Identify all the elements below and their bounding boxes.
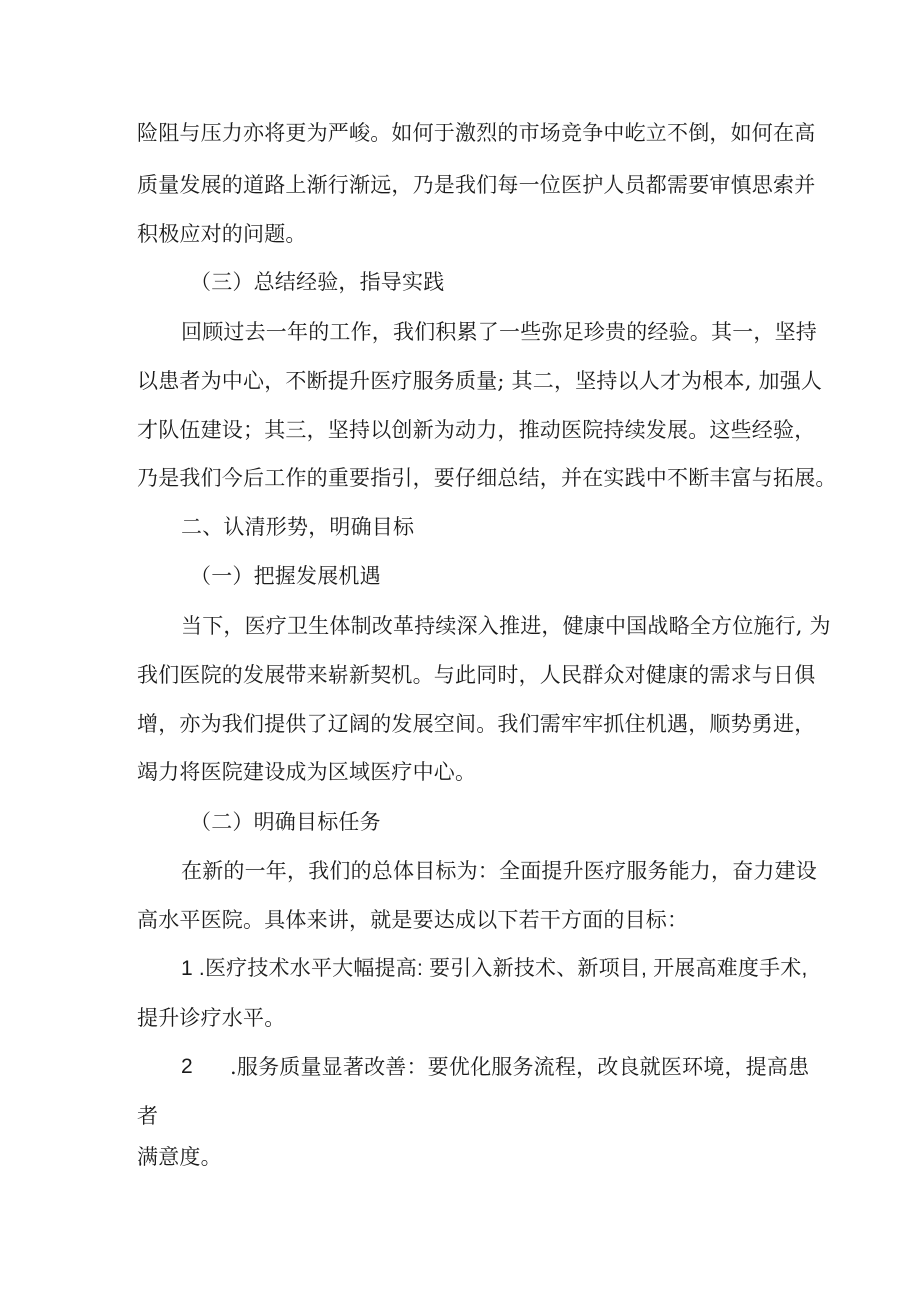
list-item: .服务质量显著改善：要优化服务流程，改良就医环境，提高患 [230, 1055, 810, 1079]
section-heading: （二）明确目标任务 [190, 810, 381, 834]
paragraph-line: 者 [137, 1104, 159, 1128]
paragraph-line: 回顾过去一年的工作，我们积累了一些弥足珍贵的经验。其一，坚持 [181, 320, 817, 344]
section-heading: （一）把握发展机遇 [190, 564, 381, 588]
paragraph-line: 积极应对的问题。 [137, 222, 307, 246]
paragraph-line: 以患者为中心，不断提升医疗服务质量; 其二，坚持以人才为根本, 加强人 [137, 369, 823, 393]
paragraph-line: 在新的一年，我们的总体目标为：全面提升医疗服务能力，奋力建设 [181, 859, 817, 883]
paragraph-line: 乃是我们今后工作的重要指引，要仔细总结，并在实践中不断丰富与拓展。 [137, 466, 837, 490]
section-heading: （三）总结经验，指导实践 [190, 270, 445, 294]
paragraph-line: 增，亦为我们提供了辽阔的发展空间。我们需牢牢抓住机遇，顺势勇进， [137, 712, 816, 736]
paragraph-line: 才队伍建设；其三，坚持以创新为动力，推动医院持续发展。这些经验， [137, 418, 816, 442]
paragraph-line: 高水平医院。具体来讲，就是要达成以下若干方面的目标： [137, 908, 689, 932]
paragraph-line: 险阻与压力亦将更为严峻。如何于激烈的市场竞争中屹立不倒，如何在高 [137, 121, 816, 145]
paragraph-line: 满意度。 [137, 1145, 222, 1169]
paragraph-line: 我们医院的发展带来崭新契机。与此同时，人民群众对健康的需求与日俱 [137, 663, 816, 687]
list-item: 1 .医疗技术水平大幅提高: 要引入新技术、新项目, 开展高难度手术, [181, 957, 808, 980]
paragraph-line: 质量发展的道路上渐行渐远，乃是我们每一位医护人员都需要审慎思索并 [137, 173, 816, 197]
paragraph-line: 竭力将医院建设成为区域医疗中心。 [137, 760, 477, 784]
paragraph-line: 提升诊疗水平。 [137, 1006, 286, 1030]
paragraph-line: 当下，医疗卫生体制改革持续深入推进，健康中国战略全方位施行, 为 [181, 614, 831, 638]
chapter-heading: 二、认清形势，明确目标 [181, 515, 415, 539]
list-item-number: 2 [181, 1055, 193, 1078]
